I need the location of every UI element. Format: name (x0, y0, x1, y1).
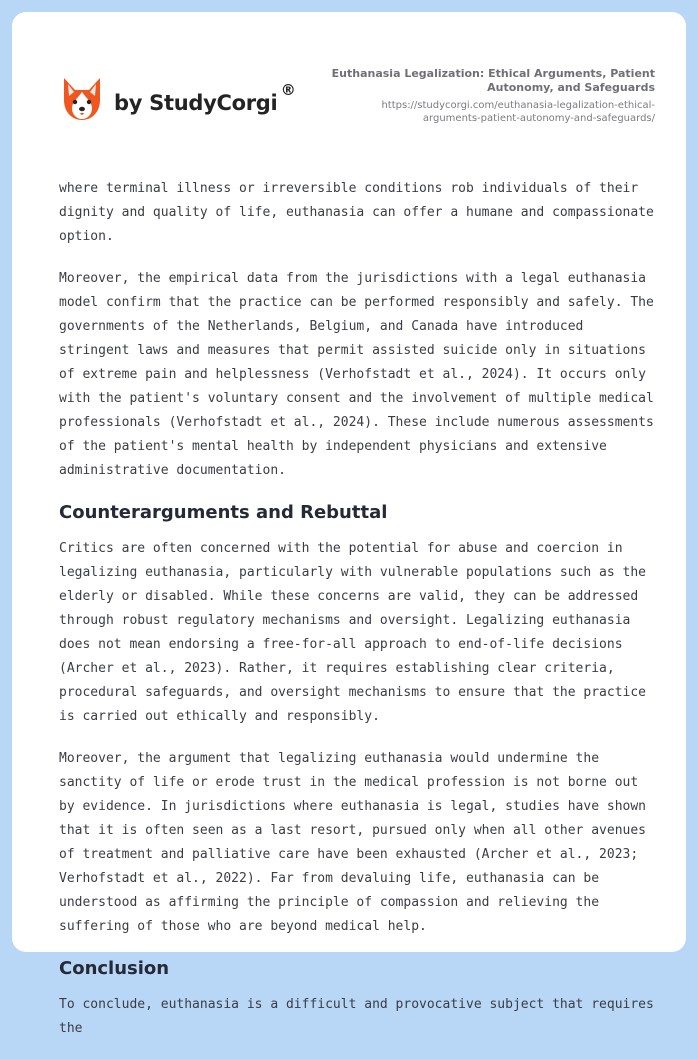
document-url[interactable]: https://studycorgi.com/euthanasia-legalization-ethical-arguments-patient-autonomy-and-safeguards/ (381, 100, 655, 124)
paragraph: To conclude, euthanasia is a difficult and provocative subject that requires the (59, 997, 654, 1036)
brand-text: by StudyCorgi (114, 91, 278, 115)
section-heading-counterarguments: Counterarguments and Rebuttal (59, 502, 388, 523)
paragraph: Moreover, the argument that legalizing euthanasia would undermine the sanctity of life or erode trust in the medical profession is not borne out by evidence. In jurisdictions where euthanasia is legal, studies have shown that it is often seen as a last resort, pursued only when all other avenues of treatment and palliative care have been exhausted (Archer et al., 2023; Verhofstadt et al., 2022). Far from devaluing life, euthanasia can be understood as affirming the principle of compassion and relieving the suffering of those who are beyond medical help. (59, 751, 646, 934)
studycorgi-logo[interactable] (60, 76, 296, 122)
paragraph: where terminal illness or irreversible conditions rob individuals of their dignity and quality of life, euthanasia can offer a humane and compassionate option. (59, 181, 654, 244)
page-card (12, 12, 686, 1036)
corgi-head-icon (60, 76, 104, 122)
document-body (59, 177, 659, 1059)
registered-mark: ® (280, 81, 296, 99)
brand-name (114, 81, 296, 115)
section-heading-conclusion: Conclusion (59, 958, 170, 979)
paragraph: Moreover, the empirical data from the jurisdictions with a legal euthanasia model confirm that the practice can be performed responsibly and safely. The governments of the Netherlands, Belgium, and Canada have introduced stringent laws and measures that permit assisted suicide only in situations of extreme pain and helplessness (Verhofstadt et al., 2024). It occurs only with the patient's voluntary consent and the involvement of multiple medical professionals (Verhofstadt et al., 2024). These include numerous assessments of the patient's mental health by independent physicians and extensive administrative documentation. (59, 271, 654, 478)
document-title: Euthanasia Legalization: Ethical Arguments, Patient Autonomy, and Safeguards (331, 67, 655, 94)
document-header (325, 67, 655, 125)
paragraph: Critics are often concerned with the potential for abuse and coercion in legalizing euthanasia, particularly with vulnerable populations such as the elderly or disabled. While these concerns are valid, they can be addressed through robust regulatory mechanisms and oversight. Legalizing euthanasia does not mean endorsing a free-for-all approach to end-of-life decisions (Archer et al., 2023). Rather, it requires establishing clear criteria, procedural safeguards, and oversight mechanisms to ensure that the practice is carried out ethically and responsibly. (59, 541, 646, 724)
